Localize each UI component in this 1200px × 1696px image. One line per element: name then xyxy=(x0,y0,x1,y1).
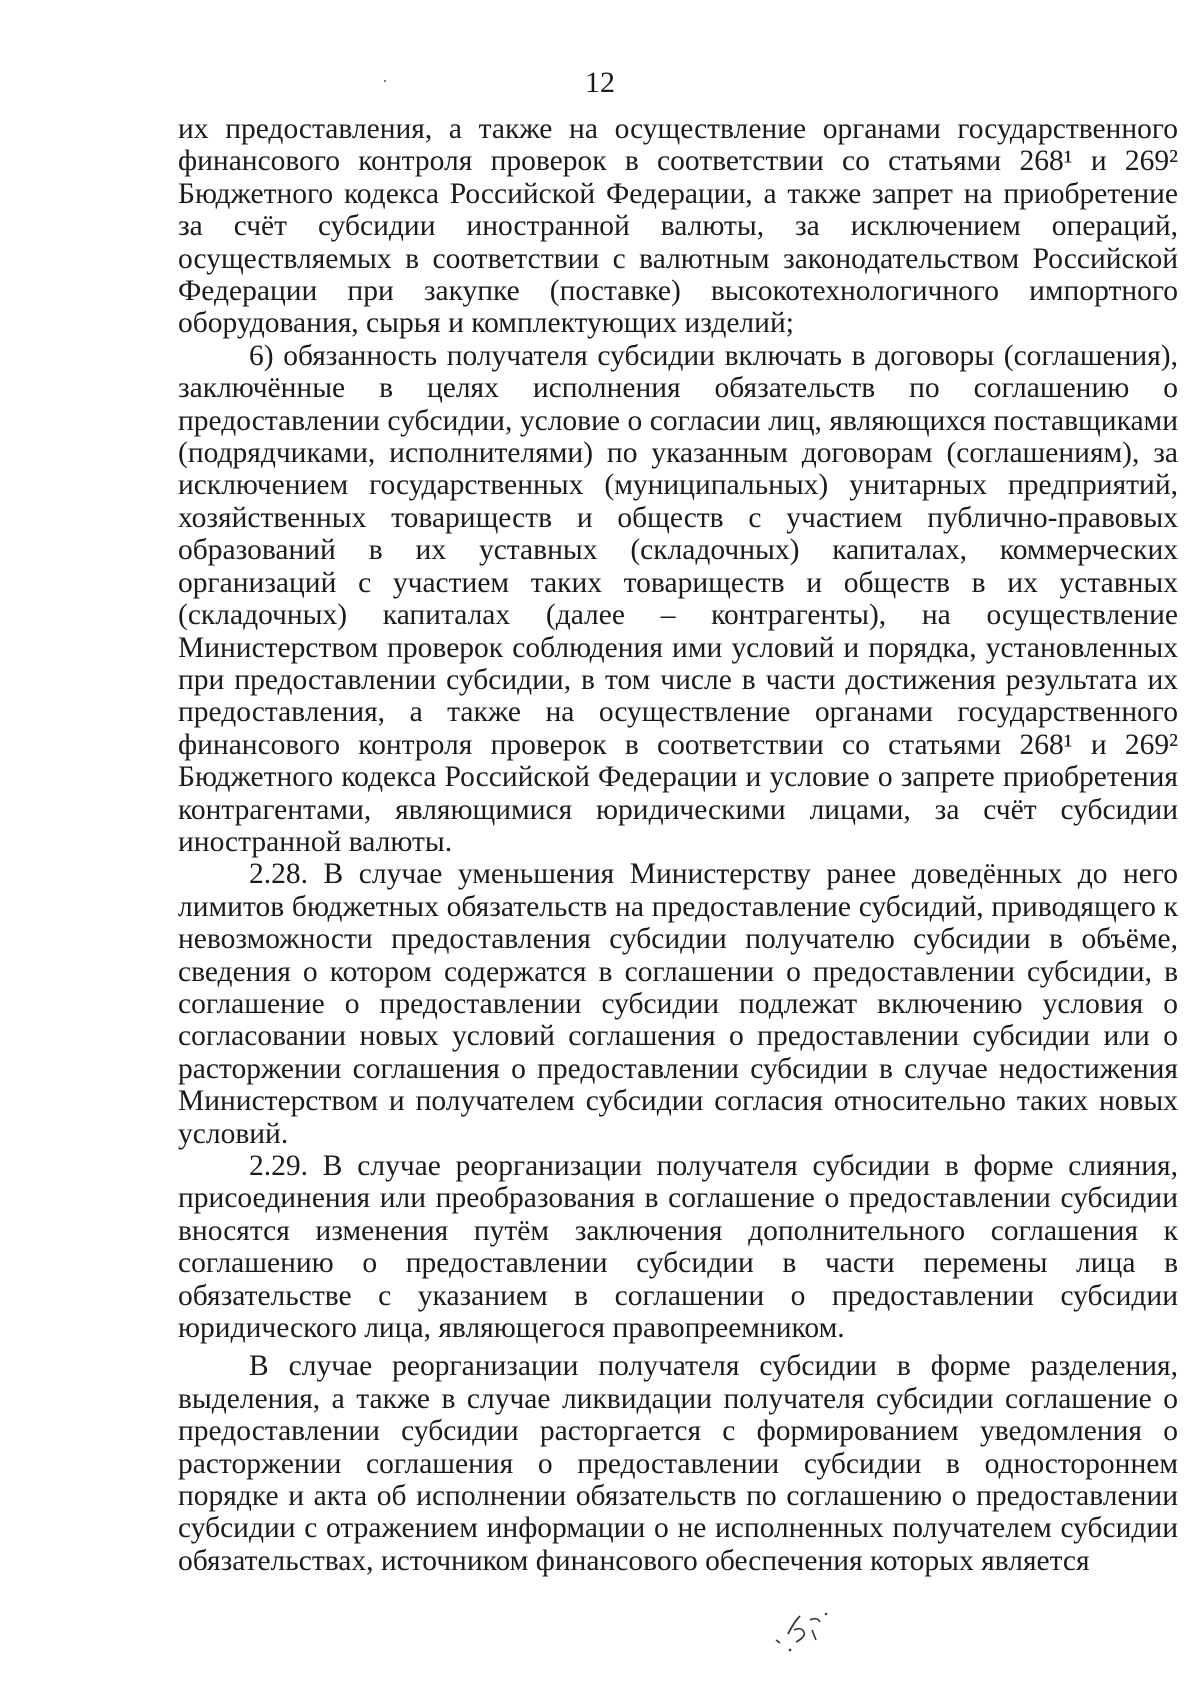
paragraph-item-6: 6) обязанность получателя субсидии включать в договоры (соглашения), заключённые в целях исполнения обязательств по соглашению о предоставлении субсидии, условие о согласии лиц, являющихся поставщиками (подрядчиками, исполнителями) по указанным договорам (соглашениям), за исключением государственных (муниципальных) унитарных предприятий, хозяйственных товариществ и обществ с участием публично-правовых образований в их уставных (складочных) капиталах, коммерческих организаций с участием таких товариществ и обществ в их уставных (складочных) капиталах (далее – контрагенты), на осуществление Министерством проверок соблюдения ими условий и порядка, установленных при предоставлении субсидии, в том числе в части достижения результата их предоставления, а также на осуществление органами государственного финансового контроля проверок в соответствии со статьями 268¹ и 269² Бюджетного кодекса Российской Федерации и условие о запрете приобретения контрагентами, являющимися юридическими лицами, за счёт субсидии иностранной валюты. xyxy=(178,339,1178,858)
paragraph-2-29: 2.29. В случае реорганизации получателя субсидии в форме слияния, присоединения или преобразования в соглашение о предоставлении субсидии вносятся изменения путём заключения дополнительного соглашения к соглашению о предоставлении субсидии в части перемены лица в обязательстве с указанием в соглашении о предоставлении субсидии юридического лица, являющегося правопреемником. xyxy=(178,1150,1178,1345)
paragraph-2-28: 2.28. В случае уменьшения Министерству ранее доведённых до него лимитов бюджетных обязательств на предоставление субсидий, приводящего к невозможности предоставления субсидии получателю субсидии в объёме, сведения о котором содержатся в соглашении о предоставлении субсидии, в соглашение о предоставлении субсидии подлежат включению условия о согласовании новых условий соглашения о предоставлении субсидии или о расторжении соглашения о предоставлении субсидии в случае недостижения Министерством и получателем субсидии согласия относительно таких новых условий. xyxy=(178,858,1178,1150)
body-text xyxy=(178,113,1178,1577)
paragraph-reorganization: В случае реорганизации получателя субсидии в форме разделения, выделения, а также в случае ликвидации получателя субсидии соглашение о предоставлении субсидии расторгается с формированием уведомления о расторжении соглашения о предоставлении субсидии в одностороннем порядке и акта об исполнении обязательств по соглашению о предоставлении субсидии с отражением информации о не исполненных получателем субсидии обязательствах, источником финансового обеспечения которых является xyxy=(178,1350,1178,1577)
paragraph-continuation: их предоставления, а также на осуществление органами государственного финансового контроля проверок в соответствии со статьями 268¹ и 269² Бюджетного кодекса Российской Федерации, а также запрет на приобретение за счёт субсидии иностранной валюты, за исключением операций, осуществляемых в соответствии с валютным законодательством Российской Федерации при закупке (поставке) высокотехнологичного импортного оборудования, сырья и комплектующих изделий; xyxy=(178,113,1178,340)
page-number: 12 xyxy=(585,66,615,99)
initials-mark xyxy=(770,1606,850,1656)
